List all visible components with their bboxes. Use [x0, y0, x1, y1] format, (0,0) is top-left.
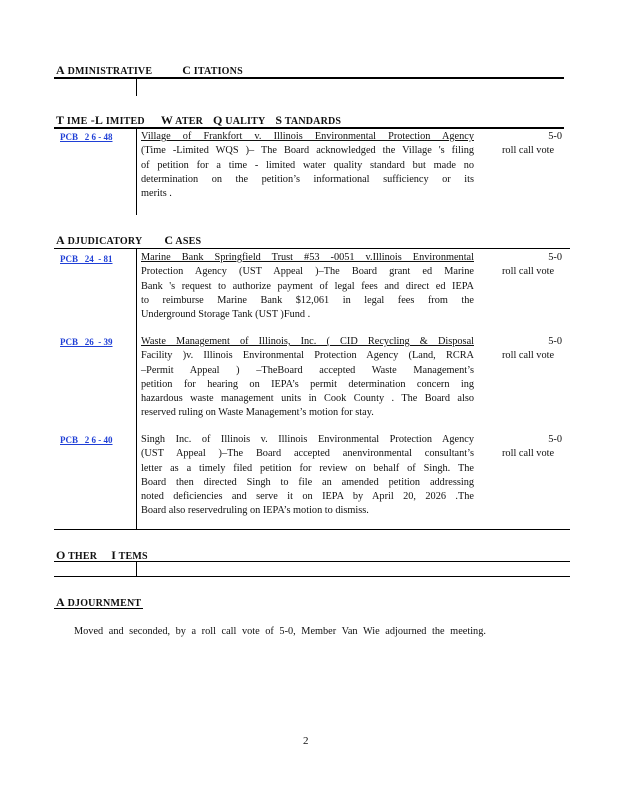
case-description: Marine Bank Springfield Trust #53 -0051 v.Illinois Environmental Protection Agency (UST Appeal )–The Board grant ed Marine Bank 's request to authorize payment of legal fees and direct ed IEPA to reimburse Marine Bank $12,061 in legal fees from the Underground Storage Tank (UST )Fund . — [141, 252, 474, 321]
adjournment-text: Moved and seconded, by a roll call vote of 5-0, Member Van Wie adjourned the meeting. — [74, 626, 486, 637]
vote-result: 5-0 roll call vote — [502, 336, 562, 362]
case-number-link[interactable]: PCB 2 6 - 48 — [60, 132, 113, 142]
section-rule — [54, 576, 570, 577]
column-divider — [136, 249, 137, 529]
section-heading-administrative-citations: A DMINISTRATIVE C ITATIONS — [56, 63, 243, 77]
column-divider — [136, 129, 137, 215]
case-description: Waste Management of Illinois, Inc. ( CID Recycling & Disposal Facility )v. Illinois Environmental Protection Agency (Land, RCRA –Permit Appeal ) –TheBoard accepted Waste Management’s petition for hearing on IEPA’s permit determination concern ing hazardous waste management units in Cook County . The Board also reserved ruling on Waste Management’s motion for stay. — [141, 336, 474, 419]
section-heading-adjudicatory-cases: A DJUDICATORY C ASES — [56, 233, 202, 247]
section-rule — [54, 248, 570, 249]
case-number-link[interactable]: PCB 24 - 81 — [60, 254, 113, 264]
case-number-link[interactable]: PCB 2 6 - 40 — [60, 435, 113, 445]
case-description: Village of Frankfort v. Illinois Environmental Protection Agency (Time -Limited WQS )– The Board acknowledged the Village 's filing of petition for a time - limited water quality standard but made no determination on the petition’s informational sufficiency or its merits . — [141, 131, 474, 200]
vote-result: 5-0 roll call vote — [502, 131, 562, 157]
page-number: 2 — [303, 735, 309, 747]
section-heading-adjournment: A DJOURNMENT — [56, 595, 142, 609]
vote-result: 5-0 roll call vote — [502, 434, 562, 460]
case-description: Singh Inc. of Illinois v. Illinois Environmental Protection Agency (UST Appeal )–The Board accepted anenvironmental consultant’s letter as a timely filed petition for review on behalf of Singh. The Board then directed Singh to file an amended petition addressing noted deficiencies and serve it on IEPA by April 20, 2026 .The Board also reservedruling on IEPA’s motion to dismiss. — [141, 434, 474, 517]
column-divider — [136, 562, 137, 576]
section-heading-time-limited-wqs: T IME -L IMITED W ATER Q UALITY S TANDARDS — [56, 113, 342, 127]
section-rule — [54, 561, 570, 562]
section-rule — [54, 529, 570, 530]
vote-result: 5-0 roll call vote — [502, 252, 562, 278]
heading-underline — [54, 608, 143, 609]
section-rule — [54, 77, 564, 79]
column-divider — [136, 79, 137, 96]
section-heading-other-items: O THER I TEMS — [56, 548, 148, 562]
case-number-link[interactable]: PCB 26 - 39 — [60, 337, 113, 347]
section-rule — [54, 127, 564, 129]
